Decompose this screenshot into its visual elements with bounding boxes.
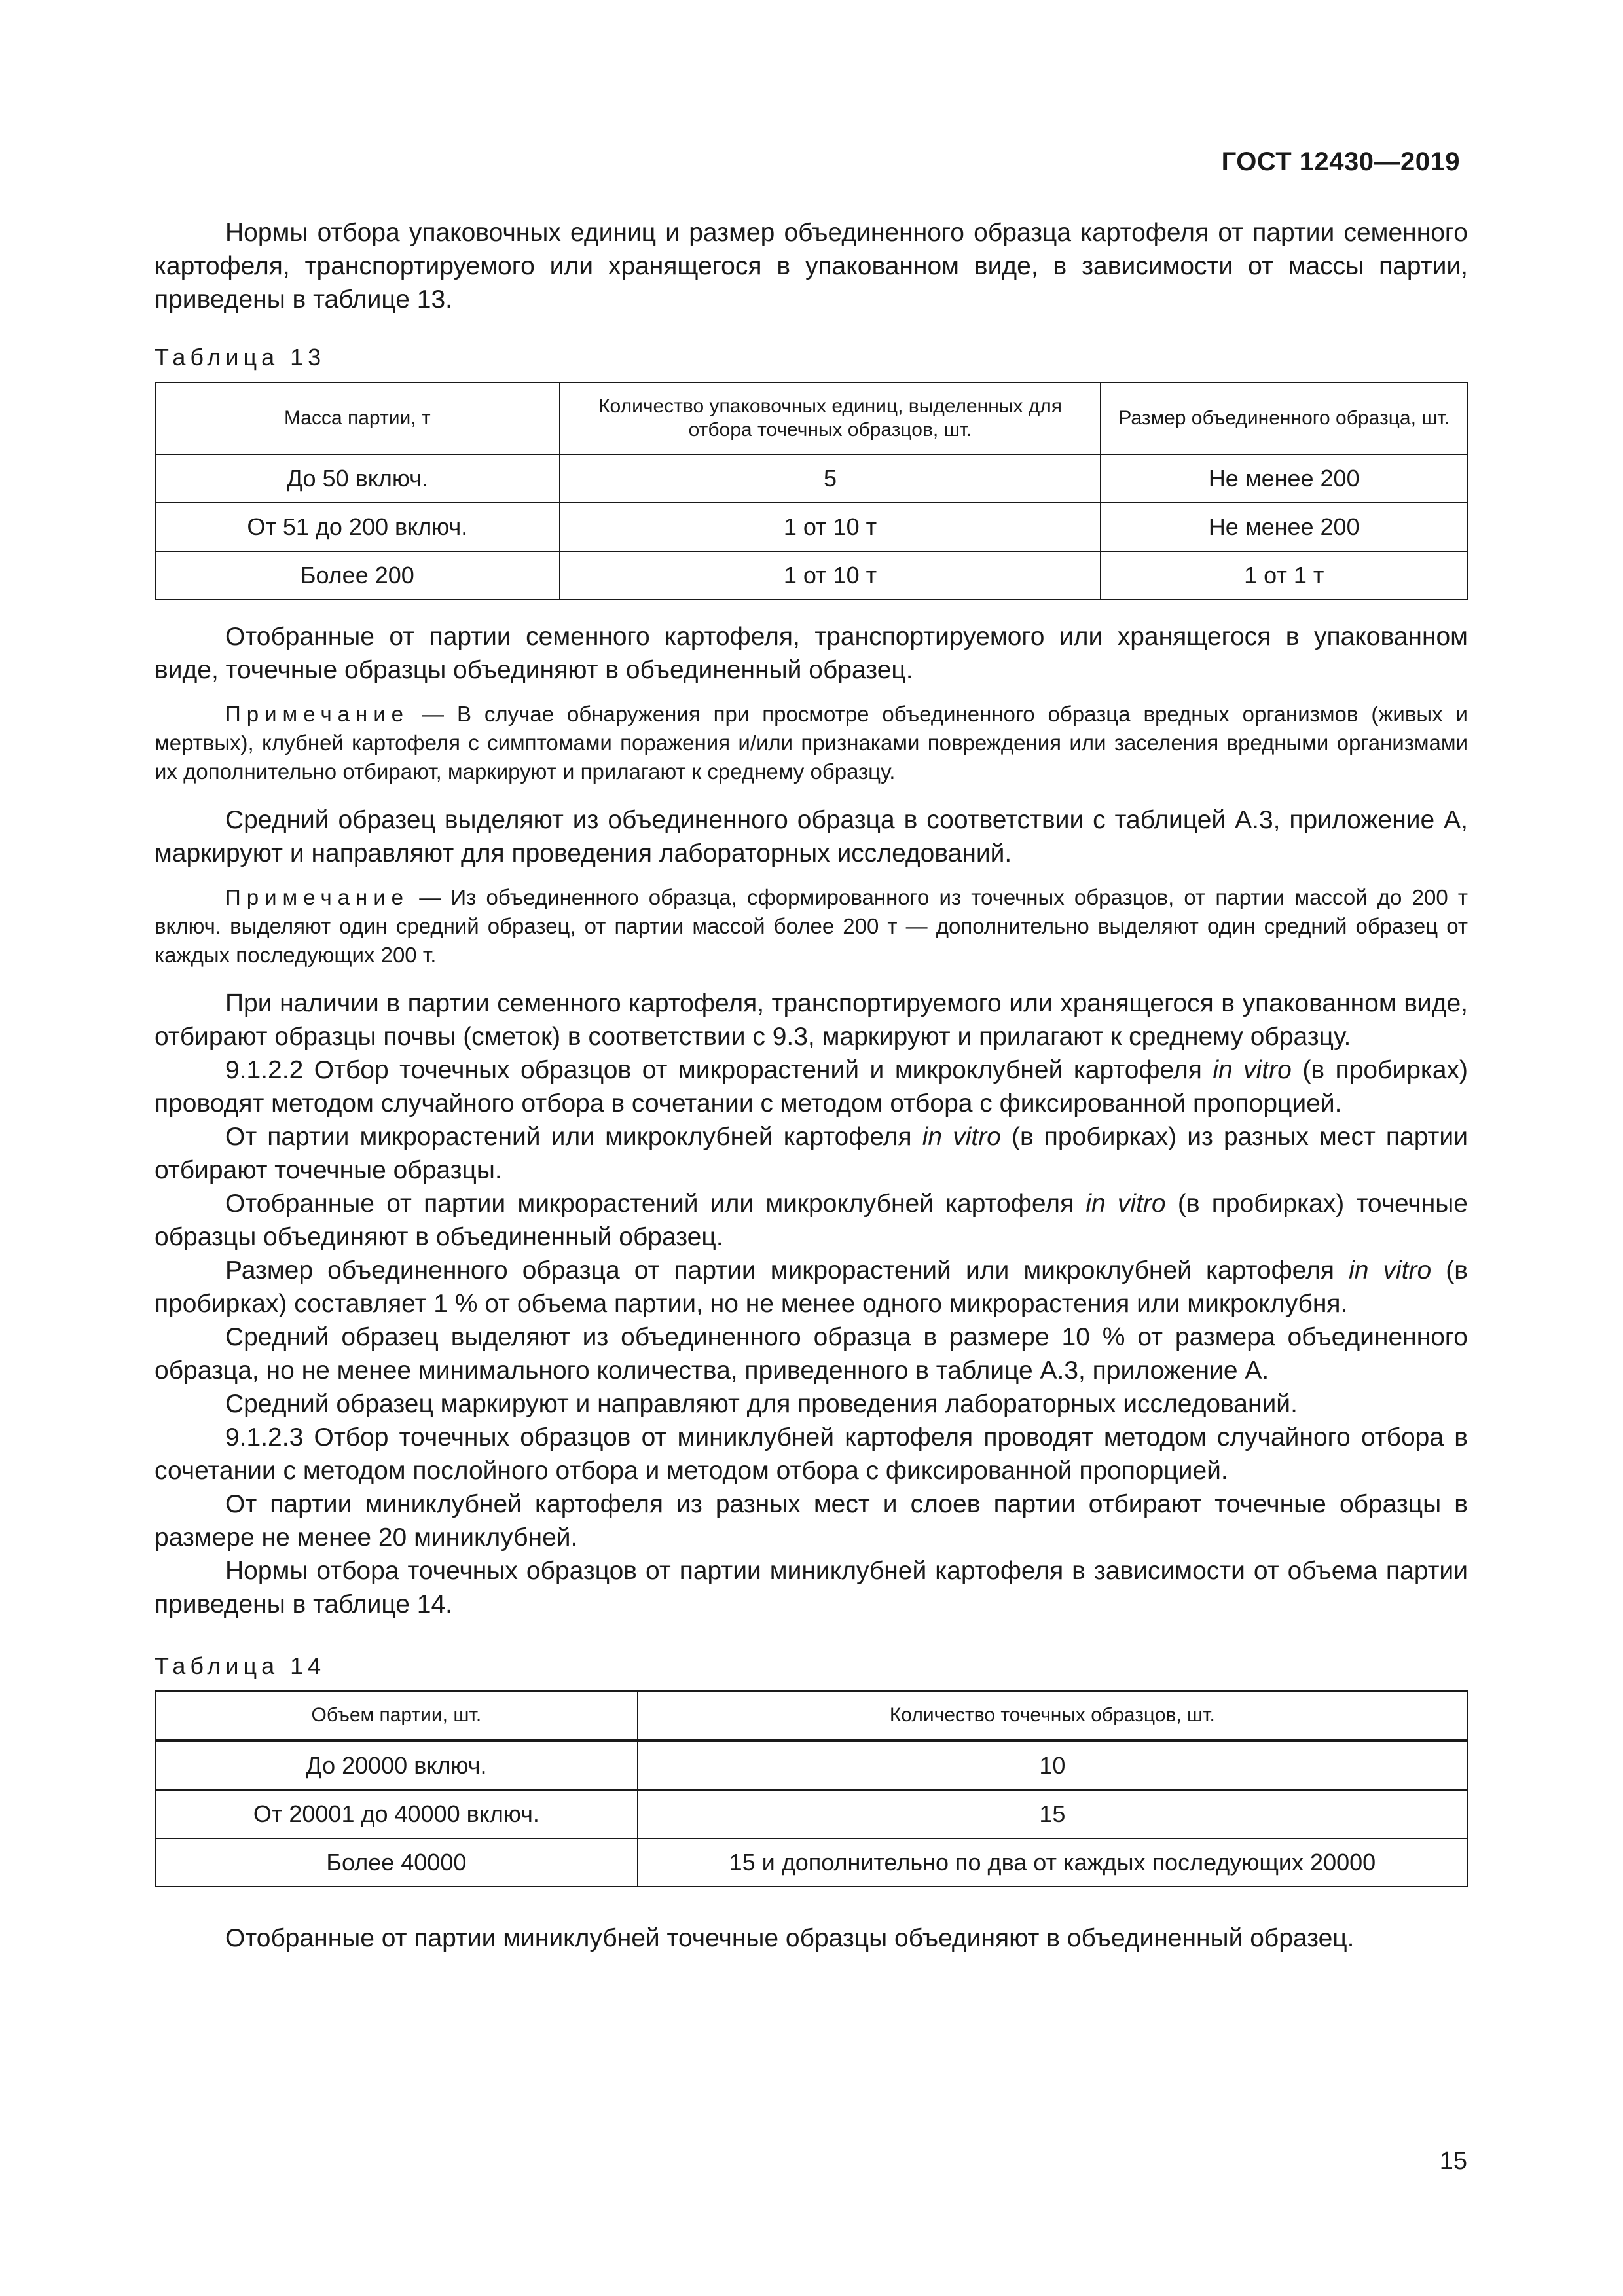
paragraph: 9.1.2.3 Отбор точечных образцов от миниклубней картофеля проводят методом случайного отбора в сочетании с методом послойного отбора и методом отбора с фиксированной пропорцией. — [155, 1423, 1468, 1485]
latin-term: in vitro — [1213, 1056, 1292, 1084]
note-text: — В случае обнаружения при просмотре объединенного образца вредных организмов (живых и мертвых), клубней картофеля с симптомами поражения и/или признаками повреждения или заселения вредными организмами их дополнительно отбирают, маркируют и прилагают к среднему образцу. — [155, 702, 1468, 784]
table-header-cell: Масса партии, т — [155, 382, 560, 454]
paragraph: Нормы отбора точечных образцов от партии миниклубней картофеля в зависимости от объема партии приведены в таблице 14. — [155, 1557, 1468, 1618]
paragraph: Средний образец маркируют и направляют для проведения лабораторных исследований. — [225, 1390, 1298, 1418]
table-caption: Таблица 14 — [155, 1652, 326, 1679]
table-14 — [155, 1690, 1468, 1887]
paragraph: При наличии в партии семенного картофеля, транспортируемого или хранящегося в упакованном виде, отбирают образцы почвы (сметок) в соответствии с 9.3, маркируют и прилагают к среднему образцу. — [155, 989, 1468, 1051]
page-number: 15 — [1439, 2147, 1467, 2175]
table-cell: До 50 включ. — [155, 454, 560, 503]
text-run: Отобранные от партии микрорастений или микроклубней картофеля — [225, 1190, 1086, 1218]
text-run: (в пробирках) из разных мест партии отбирают точечные образцы. — [155, 1123, 1468, 1184]
document-id: ГОСТ 12430—2019 — [1221, 147, 1460, 176]
table-header-row — [155, 382, 1467, 454]
table-header-cell: Объем партии, шт. — [155, 1691, 638, 1741]
paragraph — [155, 1254, 1468, 1321]
paragraph: Отобранные от партии семенного картофеля, транспортируемого или хранящегося в упакованном виде, точечные образцы объединяют в объединенный образец. — [155, 623, 1468, 684]
text-run: От партии микрорастений или микроклубней картофеля — [225, 1123, 922, 1151]
table-cell: Не менее 200 — [1101, 454, 1467, 503]
table-cell: До 20000 включ. — [155, 1741, 638, 1791]
note — [155, 883, 1468, 970]
paragraph — [155, 1120, 1468, 1187]
note — [155, 700, 1468, 786]
table-cell: 10 — [638, 1741, 1467, 1791]
table-cell: Не менее 200 — [1101, 503, 1467, 551]
paragraph: От партии миниклубней картофеля из разных мест и слоев партии отбирают точечные образцы в размере не менее 20 миниклубней. — [155, 1490, 1468, 1552]
table-row — [155, 1790, 1467, 1838]
page-content — [155, 216, 1468, 1955]
table-cell: От 20001 до 40000 включ. — [155, 1790, 638, 1838]
table-cell: 1 от 10 т — [560, 551, 1101, 600]
paragraph — [155, 1187, 1468, 1254]
table-header-cell: Количество упаковочных единиц, выделенных для отбора точечных образцов, шт. — [560, 382, 1101, 454]
table-cell: 15 — [638, 1790, 1467, 1838]
table-header-cell: Размер объединенного образца, шт. — [1101, 382, 1467, 454]
table-row — [155, 1838, 1467, 1887]
paragraph: Нормы отбора упаковочных единиц и размер объединенного образца картофеля от партии семенного картофеля, транспортируемого или хранящегося в упакованном виде, в зависимости от массы партии, приведены в таблице 13. — [155, 219, 1468, 314]
text-run: Размер объединенного образца от партии микрорастений или микроклубней картофеля — [225, 1256, 1349, 1285]
paragraph — [155, 1053, 1468, 1120]
latin-term: in vitro — [1349, 1256, 1432, 1285]
table-caption: Таблица 13 — [155, 344, 326, 371]
latin-term: in vitro — [1085, 1190, 1166, 1218]
table-cell: От 51 до 200 включ. — [155, 503, 560, 551]
table-cell: 1 от 10 т — [560, 503, 1101, 551]
text-run: (в пробирках) точечные образцы объединяют в объединенный образец. — [155, 1190, 1468, 1251]
table-row — [155, 1741, 1467, 1791]
paragraph: Отобранные от партии миниклубней точечные образцы объединяют в объединенный образец. — [225, 1924, 1355, 1952]
table-13 — [155, 382, 1468, 600]
latin-term: in vitro — [922, 1123, 1001, 1151]
table-row — [155, 551, 1467, 600]
note-label: Примечание — [225, 702, 410, 726]
table-header-cell: Количество точечных образцов, шт. — [638, 1691, 1467, 1741]
table-cell: 15 и дополнительно по два от каждых последующих 20000 — [638, 1838, 1467, 1887]
table-header-row — [155, 1691, 1467, 1741]
text-run: (в пробирках) проводят методом случайного отбора в сочетании с методом отбора с фиксированной пропорцией. — [155, 1056, 1468, 1118]
note-text: — Из объединенного образца, сформированного из точечных образцов, от партии массой до 200 т включ. выделяют один средний образец, от партии массой более 200 т — дополнительно выделяют один средний образец от каждых последующих 200 т. — [155, 885, 1468, 967]
table-cell: Более 200 — [155, 551, 560, 600]
paragraph: Средний образец выделяют из объединенного образца в соответствии с таблицей А.3, приложение А, маркируют и направляют для проведения лабораторных исследований. — [155, 806, 1468, 867]
note-label: Примечание — [225, 885, 410, 909]
table-cell: Более 40000 — [155, 1838, 638, 1887]
table-row — [155, 454, 1467, 503]
text-run: (в пробирках) составляет 1 % от объема партии, но не менее одного микрорастения или микроклубня. — [155, 1256, 1468, 1318]
table-row — [155, 503, 1467, 551]
paragraph: Средний образец выделяют из объединенного образца в размере 10 % от размера объединенного образца, но не менее минимального количества, приведенного в таблице А.3, приложение А. — [155, 1323, 1468, 1385]
table-cell: 1 от 1 т — [1101, 551, 1467, 600]
table-cell: 5 — [560, 454, 1101, 503]
text-run: 9.1.2.2 Отбор точечных образцов от микрорастений и микроклубней картофеля — [225, 1056, 1213, 1084]
